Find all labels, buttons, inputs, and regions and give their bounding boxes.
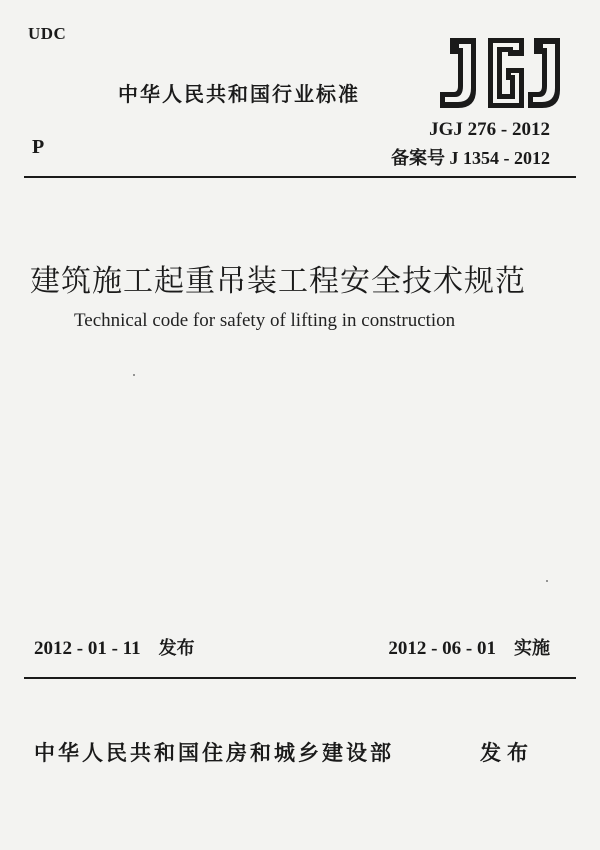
document-title-en: Technical code for safety of lifting in construction bbox=[74, 310, 456, 331]
record-number: 备案号 J 1354 - 2012 bbox=[391, 148, 550, 168]
implement-date-line bbox=[388, 634, 550, 660]
jgj-logo bbox=[428, 28, 564, 118]
paper-speck bbox=[546, 580, 548, 582]
implement-date: 2012 - 06 - 01 bbox=[388, 638, 496, 659]
paper-speck bbox=[133, 374, 135, 376]
issuer-label: 发布 bbox=[480, 741, 534, 765]
header-divider bbox=[24, 176, 576, 178]
issuing-authority: 中华人民共和国住房和城乡建设部 bbox=[34, 741, 394, 765]
issue-date-line bbox=[34, 634, 195, 660]
footer-divider bbox=[24, 677, 576, 679]
udc-label: UDC bbox=[28, 24, 67, 43]
standard-number: JGJ 276 - 2012 bbox=[429, 119, 550, 140]
implement-label: 实施 bbox=[514, 638, 550, 659]
issue-date: 2012 - 01 - 11 bbox=[34, 638, 141, 659]
issue-label: 发布 bbox=[158, 638, 195, 659]
standard-category: 中华人民共和国行业标准 bbox=[118, 82, 360, 106]
classification-code: P bbox=[32, 136, 45, 158]
document-title-zh: 建筑施工起重吊装工程安全技术规范 bbox=[30, 264, 526, 299]
